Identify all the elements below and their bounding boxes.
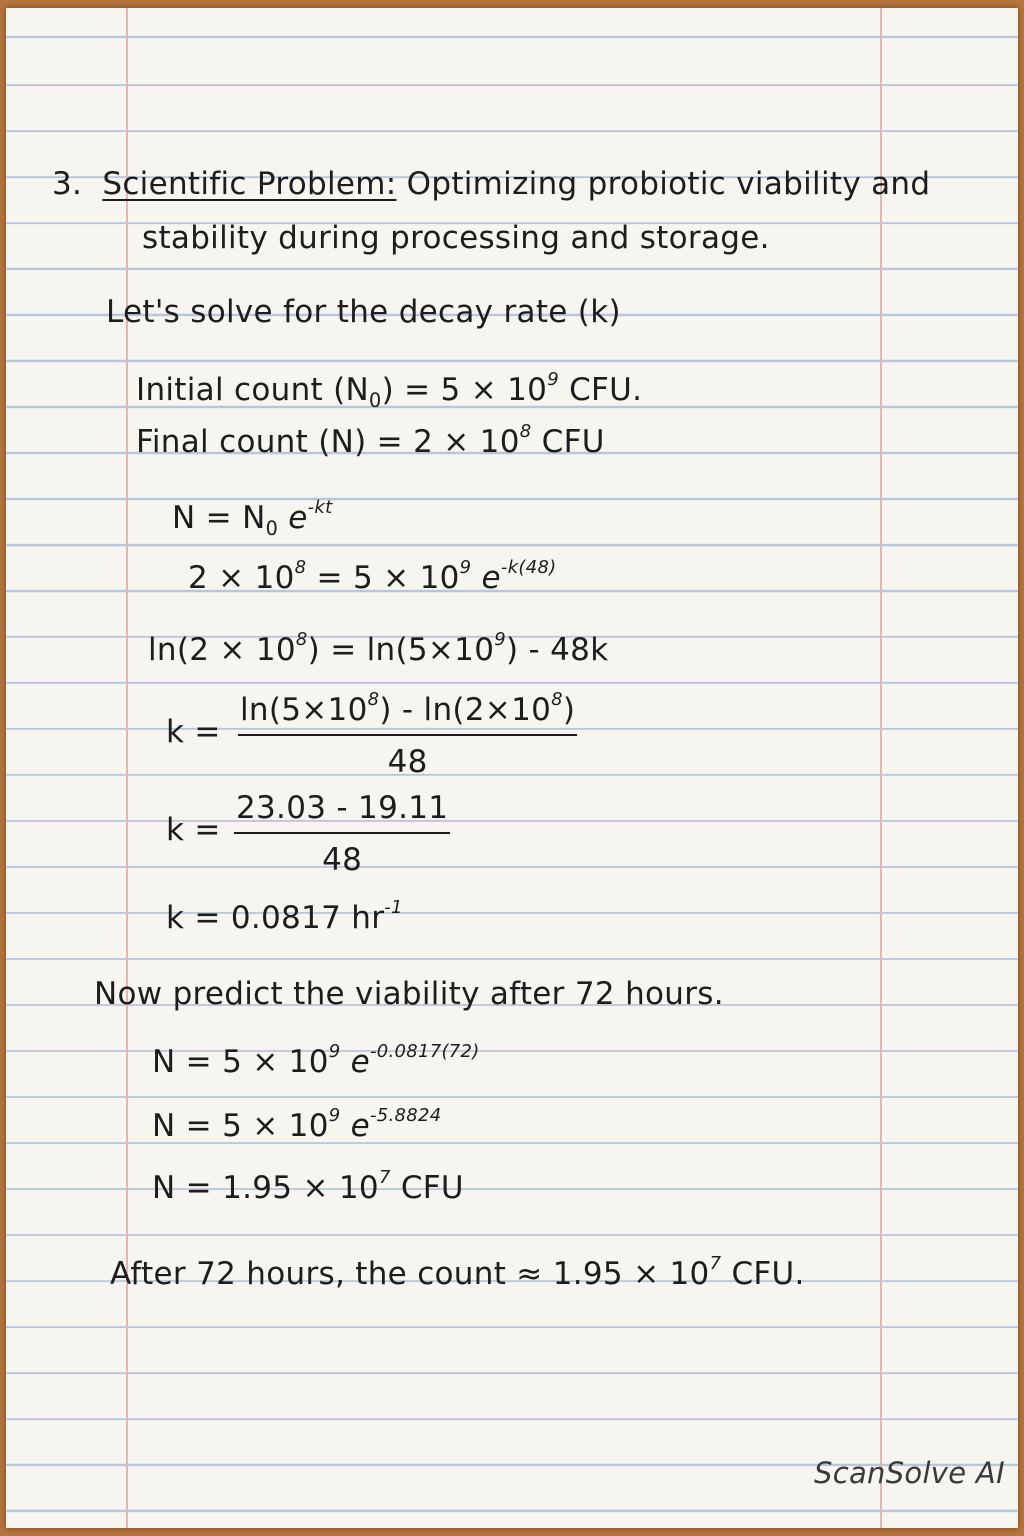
initial-count-text: Initial count (N: [136, 372, 370, 408]
eq3-left: ln(2 × 10: [148, 632, 296, 668]
eq1-base: e: [278, 500, 308, 536]
eq8-exponent2: -5.8824: [370, 1105, 442, 1127]
eq3-right-exponent: 9: [494, 629, 506, 651]
eq7-text: N = 5 × 10: [152, 1044, 329, 1080]
notebook-page: [6, 8, 1018, 1528]
log-equation: [148, 630, 608, 670]
eq7-exponent2: -0.0817(72): [370, 1041, 480, 1063]
prediction-equation: [152, 1042, 480, 1082]
prediction-simplified: [152, 1106, 441, 1146]
eq4-fraction: [238, 690, 577, 782]
initial-count-value: ) = 5 × 10: [381, 372, 548, 408]
eq5-numerator: 23.03 - 19.11: [234, 788, 450, 834]
eq8-exponent1: 9: [328, 1105, 341, 1127]
problem-title-line1: Optimizing probiotic viability and: [406, 166, 931, 202]
conclusion-unit: CFU.: [721, 1256, 805, 1292]
eq9-text: N = 1.95 × 10: [152, 1170, 379, 1206]
intro-line: Let's solve for the decay rate (k): [106, 294, 621, 330]
eq1-text: N = N: [172, 500, 266, 536]
eq8-text: N = 5 × 10: [152, 1108, 329, 1144]
initial-count-line: [136, 369, 643, 413]
initial-count-exponent: 9: [547, 369, 559, 391]
eq5-denominator: 48: [322, 842, 363, 878]
problem-number: 3.: [52, 166, 83, 202]
eq2-exponent: -k(48): [500, 557, 557, 579]
eq3-middle: ) = ln(5×10: [307, 632, 495, 668]
eq2-right: = 5 × 10: [306, 560, 460, 596]
eq4-lhs: k =: [166, 714, 221, 750]
eq4-numerator: $\ln(5\times 10^8) - \ln(2\times 10^8)$: [238, 690, 577, 736]
eq5-lhs: k =: [166, 812, 221, 848]
eq5-fraction: [234, 788, 450, 880]
eq9-exponent: 7: [378, 1167, 391, 1189]
decay-rate-result: [166, 898, 403, 938]
eq2-base: e: [471, 560, 501, 596]
predict-intro-line: Now predict the viability after 72 hours.: [94, 976, 724, 1012]
eq3-left-exponent: 8: [295, 629, 308, 651]
eq6-exponent: -1: [384, 897, 403, 919]
final-count-unit: CFU: [531, 424, 605, 460]
left-margin-line: [126, 8, 128, 1528]
eq2-right-exponent: 9: [459, 557, 472, 579]
eq4-denominator: 48: [387, 744, 428, 780]
problem-label: Scientific Problem:: [102, 166, 397, 202]
right-margin-line: [880, 8, 882, 1528]
problem-heading: [52, 164, 930, 204]
eq2-left: 2 × 10: [188, 560, 295, 596]
conclusion-line: [110, 1254, 805, 1294]
decay-equation: [172, 497, 333, 541]
eq9-unit: CFU: [390, 1170, 464, 1206]
scansolve-watermark: ScanSolve AI: [814, 1456, 1005, 1490]
initial-count-subscript: 0: [369, 389, 382, 413]
eq7-exponent1: 9: [328, 1041, 341, 1063]
final-count-text: Final count (N) = 2 × 10: [136, 424, 520, 460]
final-count-exponent: 8: [519, 421, 532, 443]
eq8-base: e: [340, 1108, 370, 1144]
eq7-base: e: [340, 1044, 370, 1080]
problem-title-line2: stability during processing and storage.: [142, 220, 770, 256]
substituted-equation: [188, 558, 556, 598]
prediction-result: [152, 1168, 464, 1208]
eq3-end: ) - 48k: [505, 632, 609, 668]
final-count-line: [136, 422, 605, 462]
eq1-exponent: -kt: [307, 497, 333, 519]
eq1-subscript: 0: [265, 517, 279, 541]
eq2-left-exponent: 8: [294, 557, 307, 579]
eq6-text: k = 0.0817 hr: [166, 900, 385, 936]
conclusion-exponent: 7: [709, 1253, 722, 1275]
conclusion-text: After 72 hours, the count ≈ 1.95 × 10: [110, 1256, 710, 1292]
initial-count-unit: CFU.: [558, 372, 643, 408]
